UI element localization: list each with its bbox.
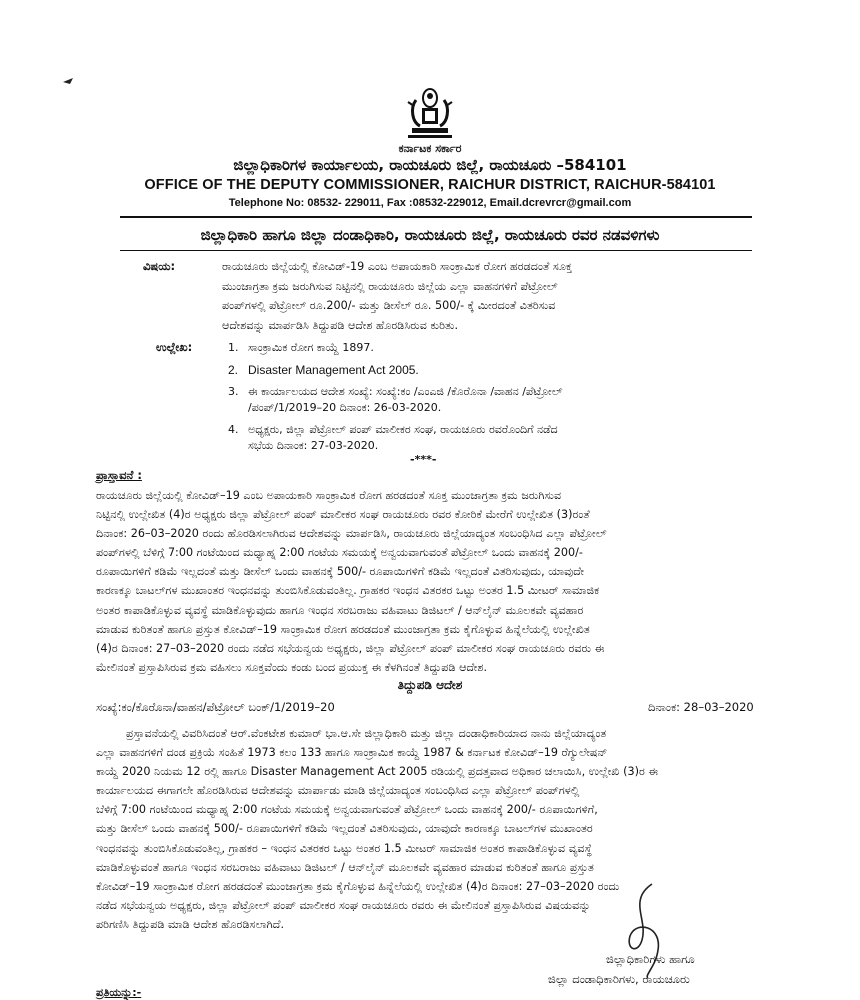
- government-name: ಕರ್ನಾಟಕ ಸರ್ಕಾರ: [398, 142, 462, 155]
- order-line: ಕಾರ್ಯಾಲಯದ ಈಗಾಗಲೇ ಹೊರಡಿಸಿರುವ ಆದೇಶವನ್ನು ಮಾರ್ಪಾಡು ಮಾಡಿ ಜಿಲ್ಲೆಯಾದ್ಯಂತ ಸಂಬಂಧಿಸಿದ ಎಲ್ಲಾ ಪೆಟ್ರೋಲ್ ಪಂಪ್‌ಗಳಲ್ಲಿ: [96, 784, 580, 798]
- office-contact: Telephone No: 08532- 229011, Fax :08532-229012, Email.dcrevrcr@gmail.com: [228, 197, 632, 209]
- order-line: ಎಲ್ಲಾ ವಾಹನಗಳಿಗೆ ದಂಡ ಪ್ರಕ್ರಿಯೆ ಸಂಹಿತೆ 1973 ಕಲಂ 133 ಹಾಗೂ ಸಾಂಕ್ರಾಮಿಕ ಕಾಯ್ದೆ 1987 & ಕರ್ನಾಟಕ ಕೋವಿಡ್–19 ರೆಗ್ಯುಲೇಷನ್: [96, 746, 608, 760]
- order-line: ಪರಿಗಣಿಸಿ ತಿದ್ದುಪಡಿ ಮಾಡಿ ಆದೇಶ ಹೊರಡಿಸಲಾಗಿದೆ.: [96, 917, 285, 931]
- signatory-line-2: ಜಿಲ್ಲಾ ದಂಡಾಧಿಕಾರಿಗಳು, ರಾಯಚೂರು: [548, 972, 690, 986]
- copy-to-label: ಪ್ರತಿಯನ್ನು:-: [96, 986, 142, 999]
- reference-line: /ಪಂಪ್/1/2019–20 ದಿನಾಂಕ: 26-03-2020.: [248, 401, 442, 414]
- preamble-line: ನಿಟ್ಟಿನಲ್ಲಿ ಉಲ್ಲೇಖಿತ (4)ರ ಅಧ್ಯಕ್ಷರು ಜಿಲ್ಲಾ ಪೆಟ್ರೋಲ್ ಪಂಪ್ ಮಾಲೀಕರ ಸಂಘ ರಾಯಚೂರು ರವರ ಕೋರಿಕೆ ಮೇರೆಗೆ ಉಲ್ಲೇಖಿತ (3)ರಂತೆ: [96, 508, 590, 522]
- reference-item: [228, 422, 728, 454]
- order-line: ಮತ್ತು ಡೀಸೆಲ್ ಒಂದು ವಾಹನಕ್ಕೆ 500/- ರೂಪಾಯಿಗಳಿಗೆ ಕಡಿಮೆ ಇಲ್ಲದಂತೆ ವಿತರಿಸುವುದು, ಯಾವುದೇ ಕಾರಣಕ್ಕೂ ಬಾಟಲ್‌ಗಳ ಮುಖಾಂತರ: [96, 822, 593, 836]
- reference-line: ಸಾಂಕ್ರಾಮಿಕ ರೋಗ ಕಾಯ್ದೆ 1897.: [248, 341, 374, 354]
- order-line: ನಡೆದ ಸಭೆಯನ್ವಯ ಅಧ್ಯಕ್ಷರು, ಜಿಲ್ಲಾ ಪೆಟ್ರೋಲ್ ಪಂಪ್ ಮಾಲೀಕರ ಸಂಘ ರಾಯಚೂರು ರವರು ಈ ಮೇಲಿನಂತೆ ಪ್ರಸ್ತಾಪಿಸಿರುವ ವಿಷಯವನ್ನು: [96, 898, 591, 912]
- order-line: ಇಂಧನವನ್ನು ತುಂಬಿಸಿಕೊಡುವಂತಿಲ್ಲ, ಗ್ರಾಹಕರ – ಇಂಧನ ವಿತರಕರ ಒಟ್ಟು ಅಂತರ 1.5 ಮೀಟರ್ ಸಾಮಾಜಿಕ ಅಂತರ ಕಾಪಾಡಿಕೊಳ್ಳುವ ವ್ಯವಸ್ಥೆ: [96, 841, 593, 855]
- reference-line: ಈ ಕಾರ್ಯಾಲಯದ ಆದೇಶ ಸಂಖ್ಯೆ: ಸಂಖ್ಯೆ:ಕಂ /ಎಂಎಜಿ /ಕೊರೊನಾ /ವಾಹನ /ಪೆಟ್ರೋಲ್: [248, 385, 563, 398]
- reference-number: 3.: [228, 385, 239, 398]
- order-line: ಮಾಡಿಕೊಳ್ಳುವಂತೆ ಹಾಗೂ ಇಂಧನ ಸರಬರಾಜು ವಹಿವಾಟು ಡಿಜಿಟಲ್ / ಆನ್‌ಲೈನ್ ಮೂಲಕವೇ ವ್ಯವಹಾರ ಮಾಡುವ ಕುರಿತಂತೆ ಹಾಗೂ ಪ್ರಸ್ತುತ: [96, 860, 594, 874]
- reference-item: [228, 340, 728, 356]
- order-line: ಕೋವಿಡ್–19 ಸಾಂಕ್ರಾಮಿಕ ರೋಗ ಹರಡದಂತೆ ಮುಂಜಾಗ್ರತಾ ಕ್ರಮ ಕೈಗೊಳ್ಳುವ ಹಿನ್ನೆಲೆಯಲ್ಲಿ ಉಲ್ಲೇಖಿತ (4)ರ ದಿನಾಂಕ: 27–03–2020 ರಂದು: [96, 879, 620, 893]
- order-title: ತಿದ್ದುಪಡಿ ಆದೇಶ: [397, 678, 463, 692]
- subject-text: [222, 257, 732, 335]
- subject-line: ಪಂಪ್‌ಗಳಲ್ಲಿ ಪೆಟ್ರೋಲ್ ರೂ.200/- ಮತ್ತು ಡೀಸೆಲ್ ರೂ. 500/- ಕ್ಕೆ ಮೀರದಂತೆ ವಿತರಿಸುವ: [222, 299, 556, 312]
- office-title-english: OFFICE OF THE DEPUTY COMMISSIONER, RAICHUR DISTRICT, RAICHUR-584101: [144, 177, 716, 193]
- preamble-line: ದಿನಾಂಕ: 26–03–2020 ರಂದು ಹೊರಡಿಸಲಾಗಿರುವ ಆದೇಶವನ್ನು ಮಾರ್ಪಡಿಸಿ, ರಾಯಚೂರು ಜಿಲ್ಲೆಯಾದ್ಯಂತ ಸಂಬಂಧಿಸಿದ ಎಲ್ಲಾ ಪೆಟ್ರೋಲ್: [96, 527, 607, 541]
- reference-line: ಸಭೆಯ ದಿನಾಂಕ: 27-03-2020.: [248, 439, 379, 452]
- subject-line: ಆದೇಶವನ್ನು ಮಾರ್ಪಡಿಸಿ ತಿದ್ದುಪಡಿ ಆದೇಶ ಹೊರಡಿಸಿರುವ ಕುರಿತು.: [222, 318, 459, 332]
- banner-divider: [120, 250, 752, 251]
- reference-line: Disaster Management Act 2005.: [248, 363, 419, 377]
- preamble-line: (4)ರ ದಿನಾಂಕ: 27–03–2020 ರಂದು ನಡೆದ ಸಭೆಯನ್ವಯ ಅಧ್ಯಕ್ಷರು, ಜಿಲ್ಲಾ ಪೆಟ್ರೋಲ್ ಪಂಪ್ ಮಾಲೀಕರ ಸಂಘ ರಾಯಚೂರು ರವರು ಈ: [96, 641, 605, 655]
- order-number: ಸಂಖ್ಯೆ:ಕಂ/ಕೊರೊನಾ/ವಾಹನ/ಪೆಟ್ರೋಲ್ ಬಂಕ್/1/2019–20: [96, 700, 335, 714]
- preamble-line: ಮೇಲಿನಂತೆ ಪ್ರಸ್ತಾಪಿಸಿರುವ ಕ್ರಮ ವಹಿಸಲು ಸೂಕ್ತವೆಂದು ಕಂಡು ಬಂದ ಪ್ರಯುಕ್ತ ಈ ಕೆಳಗಿನಂತೆ ತಿದ್ದುಪಡಿ ಆದೇಶ.: [96, 660, 488, 674]
- preamble-label: ಪ್ರಾಸ್ತಾವನೆ :: [96, 468, 142, 482]
- order-line: ಕಾಯ್ದೆ 2020 ನಿಯಮ 12 ರಲ್ಲಿ ಹಾಗೂ Disaster Management Act 2005 ರಡಿಯಲ್ಲಿ ಪ್ರದತ್ತವಾದ ಅಧಿಕಾರ ಚಲಾಯಿಸಿ, ಉಲ್ಲೇಖಿ (3)ರ ಈ: [96, 765, 659, 779]
- references-label: ಉಲ್ಲೇಖ:: [156, 340, 193, 354]
- office-title-kannada: ಜಿಲ್ಲಾಧಿಕಾರಿಗಳ ಕಾರ್ಯಾಲಯ, ರಾಯಚೂರು ಜಿಲ್ಲೆ, ರಾಯಚೂರು –584101: [233, 156, 627, 174]
- preamble-line: ಪಂಪ್‌ಗಳಲ್ಲಿ ಬೆಳಿಗ್ಗೆ 7:00 ಗಂಟೆಯಿಂದ ಮಧ್ಯಾಹ್ನ 2:00 ಗಂಟೆಯ ಸಮಯಕ್ಕೆ ಅನ್ವಯವಾಗುವಂತೆ ಪೆಟ್ರೋಲ್ ಒಂದು ವಾಹನಕ್ಕೆ 200/-: [96, 546, 583, 560]
- stray-mark-icon: [62, 76, 74, 88]
- section-separator: -***-: [410, 453, 437, 466]
- preamble-line: ರಾಯಚೂರು ಜಿಲ್ಲೆಯಲ್ಲಿ ಕೋವಿಡ್–19 ಎಂಬ ಅಪಾಯಕಾರಿ ಸಾಂಕ್ರಾಮಿಕ ರೋಗ ಹರಡದಂತೆ ಸೂಕ್ತ ಮುಂಜಾಗ್ರತಾ ಕ್ರಮ ಜರುಗಿಸುವ: [96, 489, 562, 502]
- reference-number: 4.: [228, 423, 239, 436]
- reference-number: 1.: [228, 341, 239, 354]
- reference-number: 2.: [228, 363, 239, 377]
- order-line: ಬೆಳಿಗ್ಗೆ 7:00 ಗಂಟೆಯಿಂದ ಮಧ್ಯಾಹ್ನ 2:00 ಗಂಟೆಯ ಸಮಯಕ್ಕೆ ಅನ್ವಯವಾಗುವಂತೆ ಪೆಟ್ರೋಲ್ ಒಂದು ವಾಹನಕ್ಕೆ 200/- ರೂಪಾಯಿಗಳಿಗೆ,: [96, 803, 598, 817]
- reference-item: [228, 362, 728, 378]
- preamble-line: ರೂಪಾಯಿಗಳಿಗೆ ಕಡಿಮೆ ಇಲ್ಲದಂತೆ ಮತ್ತು ಡೀಸೆಲ್ ಒಂದು ವಾಹನಕ್ಕೆ 500/- ರೂಪಾಯಿಗಳಿಗೆ ಕಡಿಮೆ ಇಲ್ಲದಂತೆ ವಿತರಿಸುವುದು, ಯಾವುದೇ: [96, 565, 585, 579]
- preamble-line: ಅಂತರ ಕಾಪಾಡಿಕೊಳ್ಳುವ ವ್ಯವಸ್ಥೆ ಮಾಡಿಕೊಳ್ಳುವುದು ಹಾಗೂ ಇಂಧನ ಸರಬರಾಜು ವಹಿವಾಟು ಡಿಜಿಟಲ್ / ಆನ್‌ಲೈನ್ ಮೂಲಕವೇ ವ್ಯವಹಾರ: [96, 603, 584, 617]
- header-divider: [120, 216, 752, 218]
- preamble-line: ಕಾರಣಕ್ಕೂ ಬಾಟಲ್‌ಗಳ ಮುಖಾಂತರ ಇಂಧನವನ್ನು ತುಂಬಿಸಿಕೊಡುವಂತಿಲ್ಲ. ಗ್ರಾಹಕರ ಇಂಧನ ವಿತರಕರ ಒಟ್ಟು ಅಂತರ 1.5 ಮೀಟರ್ ಸಾಮಾಜಿಕ: [96, 584, 600, 598]
- reference-line: ಅಧ್ಯಕ್ಷರು, ಜಿಲ್ಲಾ ಪೆಟ್ರೋಲ್ ಪಂಪ್ ಮಾಲೀಕರ ಸಂಘ, ರಾಯಚೂರು ರವರೊಂದಿಗೆ ನಡೆದ: [248, 423, 558, 436]
- preamble-text: [96, 486, 768, 677]
- order-date: ದಿನಾಂಕ: 28–03–2020: [648, 700, 754, 714]
- reference-item: [228, 384, 728, 416]
- references-list: [228, 340, 728, 454]
- signatory-line-1: ಜಿಲ್ಲಾಧಿಕಾರಿಗಳು ಹಾಗೂ: [606, 952, 695, 966]
- order-line: ಪ್ರಸ್ತಾವನೆಯಲ್ಲಿ ವಿವರಿಸಿದಂತೆ ಆರ್.ವೆಂಕಟೇಶ ಕುಮಾರ್ ಭಾ.ಆ.ಸೇ ಜಿಲ್ಲಾಧಿಕಾರಿ ಮತ್ತು ಜಿಲ್ಲಾ ದಂಡಾಧಿಕಾರಿಯಾದ ನಾನು ಜಿಲ್ಲೆಯಾದ್ಯಂತ: [126, 727, 607, 740]
- preamble-line: ಮಾಡುವ ಕುರಿತಂತೆ ಹಾಗೂ ಪ್ರಸ್ತುತ ಕೋವಿಡ್–19 ಸಾಂಕ್ರಾಮಿಕ ರೋಗ ಹರಡದಂತೆ ಮುಂಜಾಗ್ರತಾ ಕ್ರಮ ಕೈಗೊಳ್ಳುವ ಹಿನ್ನೆಲೆಯಲ್ಲಿ ಉಲ್ಲೇಖಿತ: [96, 622, 590, 636]
- subject-line: ರಾಯಚೂರು ಜಿಲ್ಲೆಯಲ್ಲಿ ಕೋವಿಡ್-19 ಎಂಬ ಅಪಾಯಕಾರಿ ಸಾಂಕ್ರಾಮಿಕ ರೋಗ ಹರಡದಂತೆ ಸೂಕ್ತ: [222, 260, 572, 273]
- subject-line: ಮುಂಜಾಗ್ರತಾ ಕ್ರಮ ಜರುಗಿಸುವ ನಿಟ್ಟಿನಲ್ಲಿ ರಾಯಚೂರು ಜಿಲ್ಲೆಯ ಎಲ್ಲಾ ವಾಹನಗಳಿಗೆ ಪೆಟ್ರೋಲ್: [222, 279, 558, 293]
- proceedings-banner: ಜಿಲ್ಲಾಧಿಕಾರಿ ಹಾಗೂ ಜಿಲ್ಲಾ ದಂಡಾಧಿಕಾರಿ, ರಾಯಚೂರು ಜಿಲ್ಲೆ, ರಾಯಚೂರು ರವರ ನಡವಳಿಗಳು: [200, 226, 660, 244]
- subject-label: ವಿಷಯ:: [143, 259, 176, 273]
- karnataka-emblem-icon: [402, 78, 458, 140]
